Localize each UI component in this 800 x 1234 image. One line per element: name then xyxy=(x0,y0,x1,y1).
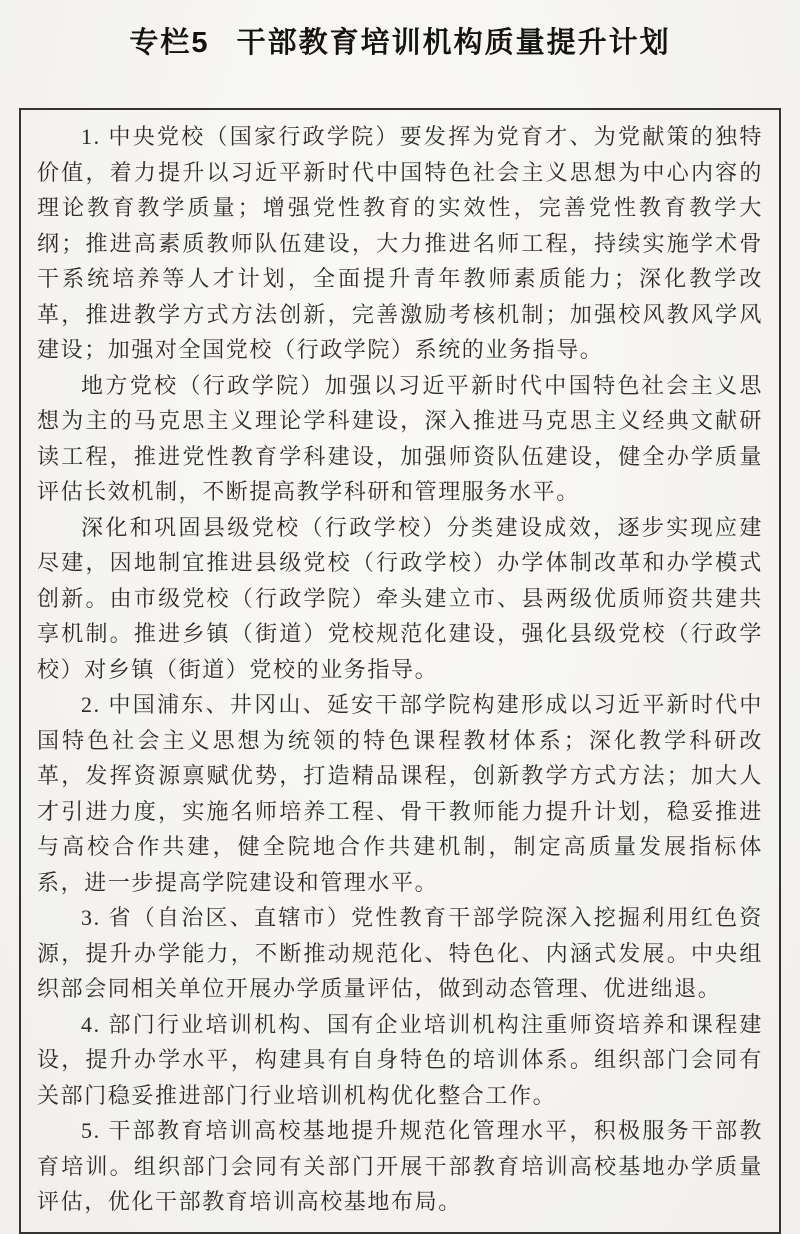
paragraph-sector-training-institutions: 4. 部门行业培训机构、国有企业培训机构注重师资培养和课程建设，提升办学水平，构建具有自身特色的培训体系。组织部门会同有关部门稳妥推进部门行业培训机构优化整合工作。 xyxy=(37,1011,763,1108)
content-box xyxy=(19,108,781,1234)
page-title xyxy=(0,0,800,62)
paragraph-provincial-institutes: 3. 省（自治区、直辖市）党性教育干部学院深入挖掘利用红色资源，提升办学能力，不断推动规范化、特色化、内涵式发展。中央组织部会同相关单位开展办学质量评估，做到动态管理、优进绌退。 xyxy=(37,905,763,1001)
paragraph-county-party-schools: 深化和巩固县级党校（行政学校）分类建设成效，逐步实现应建尽建，因地制宜推进县级党校（行政学校）办学体制改革和办学模式创新。由市级党校（行政学院）牵头建立市、县两级优质师资共建共享机制。推进乡镇（街道）党校规范化建设，强化县级党校（行政学校）对乡镇（街道）党校的业务指导。 xyxy=(37,514,763,682)
title-main: 干部教育培训机构质量提升计划 xyxy=(236,27,671,59)
paragraph-central-party-school: 1. 中央党校（国家行政学院）要发挥为党育才、为党献策的独特价值，着力提升以习近平新时代中国特色社会主义思想为中心内容的理论教育教学质量；增强党性教育的实效性，完善党性教育教学大纲；推进高素质教师队伍建设，大力推进名师工程，持续实施学术骨干系统培养等人才计划，全面提升青年教师素质能力；深化教学改革，推进教学方式方法创新，完善激励考核机制；加强校风教风学风建设；加强对全国党校（行政学院）系统的业务指导。 xyxy=(37,124,763,362)
paragraph-university-bases: 5. 干部教育培训高校基地提升规范化管理水平，积极服务干部教育培训。组织部门会同有关部门开展干部教育培训高校基地办学质量评估，优化干部教育培训高校基地布局。 xyxy=(37,1118,763,1214)
title-prefix: 专栏5 xyxy=(129,27,210,59)
paragraph-local-party-schools: 地方党校（行政学院）加强以习近平新时代中国特色社会主义思想为主的马克思主义理论学科建设，深入推进马克思主义经典文献研读工程，推进党性教育学科建设，加强师资队伍建设，健全办学质量评估长效机制，不断提高教学科研和管理服务水平。 xyxy=(37,372,763,504)
paragraph-cadre-academies: 2. 中国浦东、井冈山、延安干部学院构建形成以习近平新时代中国特色社会主义思想为统领的特色课程教材体系；深化教学科研改革，发挥资源禀赋优势，打造精品课程，创新教学方式方法；加大人才引进力度，实施名师培养工程、骨干教师能力提升计划，稳妥推进与高校合作共建，健全院地合作共建机制，制定高质量发展指标体系，进一步提高学院建设和管理水平。 xyxy=(37,692,763,895)
